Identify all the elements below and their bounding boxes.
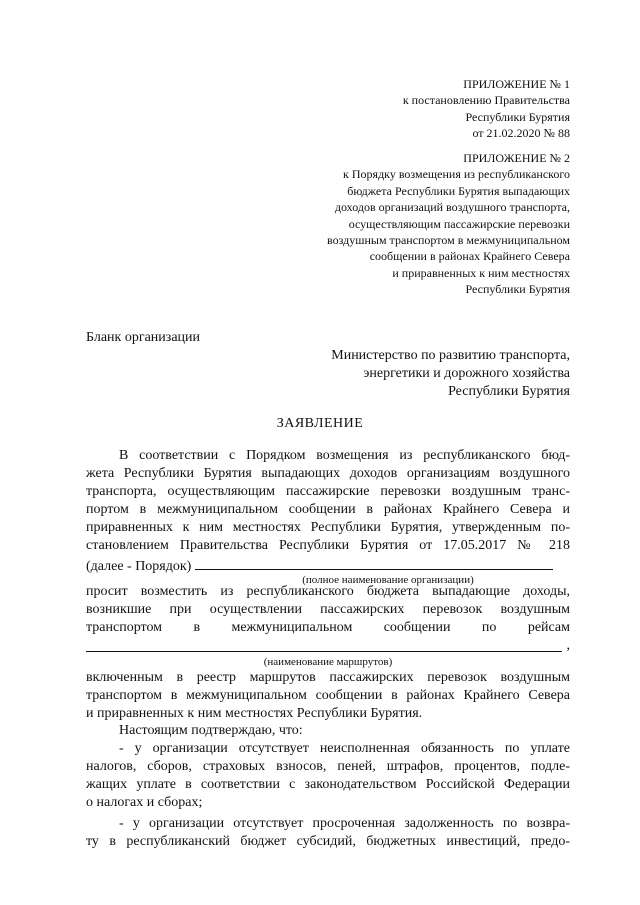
- organization-name-blank[interactable]: [195, 555, 553, 570]
- text-line: о налогах и сборах;: [86, 795, 203, 810]
- annex-line: воздушным транспортом в межмуниципальном: [327, 233, 570, 248]
- routes-blank-comma: ,: [566, 638, 570, 653]
- text-line: включенным в реестр маршрутов пассажирских перевозок воздушным: [86, 670, 570, 685]
- annex-line: Республики Бурятия: [465, 282, 570, 297]
- text-line: ту в республиканский бюджет субсидий, бюджетных инвестиций, предо-: [86, 834, 570, 849]
- routes-caption: (наименование маршрутов): [263, 656, 393, 668]
- annex-line: осуществляющим пассажирские перевозки: [348, 216, 570, 231]
- annex-line: к постановлению Правительства: [402, 93, 570, 108]
- annex-line: сообщении в районах Крайнего Севера: [369, 249, 570, 264]
- paragraph-request: [86, 583, 570, 723]
- text-line: жащих уплате в соответствии с законодательством Российской Федерации: [86, 777, 570, 792]
- text-line: транспортом в межмуниципальном сообщении по рейсам: [86, 620, 570, 635]
- text-line: приравненных к ним местностях Республики Бурятия, утвержденным по-: [86, 520, 570, 535]
- annex-1-header: [403, 76, 570, 142]
- paragraph-request-basis: [86, 447, 570, 587]
- text-line: жета Республики Бурятия выпадающих доходов организациям воздушного: [86, 466, 570, 481]
- annex-line: бюджета Республики Бурятия выпадающих: [347, 183, 570, 198]
- annex-line: к Порядку возмещения из республиканского: [343, 167, 570, 182]
- addressee-line: Республики Бурятия: [448, 384, 570, 399]
- addressee-line: энергетики и дорожного хозяйства: [363, 366, 570, 381]
- procedure-abbrev: (далее - Порядок): [86, 559, 192, 574]
- text-line: [86, 555, 570, 573]
- confirmation-intro: Настоящим подтверждаю, что:: [119, 723, 303, 738]
- text-line: транспортом в межмуниципальном сообщении в районах Крайнего Севера: [86, 688, 570, 703]
- document-title: ЗАЯВЛЕНИЕ: [276, 416, 364, 431]
- organization-name-caption: (полное наименование организации): [302, 574, 474, 586]
- text-line: просит возместить из республиканского бюджета выпадающие доходы,: [86, 584, 570, 599]
- annex-2-header: [327, 150, 570, 298]
- text-line: становлением Правительства Республики Бурятия от 17.05.2017 № 218: [86, 538, 570, 553]
- addressee-block: [331, 347, 570, 401]
- annex-line: Республики Бурятия: [465, 109, 570, 124]
- text-line: В соответствии с Порядком возмещения из республиканского бюд-: [119, 448, 570, 463]
- text-line: налогов, сборов, страховых взносов, пеней, штрафов, процентов, подле-: [86, 759, 570, 774]
- text-line: - у организации отсутствует просроченная задолженность по возвра-: [119, 816, 570, 831]
- annex-line: и приравненных к ним местностях: [392, 265, 570, 280]
- annex-line: от 21.02.2020 № 88: [472, 126, 570, 141]
- organization-letterhead-label: Бланк организации: [86, 330, 201, 345]
- confirmation-section: [86, 722, 570, 851]
- routes-blank[interactable]: [86, 637, 570, 655]
- text-line: возникшие при осуществлении пассажирских перевозок воздушным: [86, 602, 570, 617]
- text-line: портом в межмуниципальном сообщении в районах Крайнего Севера и: [86, 502, 570, 517]
- annex-line: ПРИЛОЖЕНИЕ № 2: [463, 151, 570, 165]
- annex-line: доходов организаций воздушного транспорта,: [334, 200, 570, 215]
- text-line: - у организации отсутствует неисполненная обязанность по уплате: [119, 741, 570, 756]
- routes-blank-line: [86, 651, 562, 652]
- text-line: и приравненных к ним местностях Республики Бурятия.: [86, 706, 423, 721]
- text-line: транспорта, осуществляющим пассажирские перевозки воздушным транс-: [86, 484, 570, 499]
- addressee-line: Министерство по развитию транспорта,: [331, 348, 570, 363]
- annex-line: ПРИЛОЖЕНИЕ № 1: [463, 77, 570, 91]
